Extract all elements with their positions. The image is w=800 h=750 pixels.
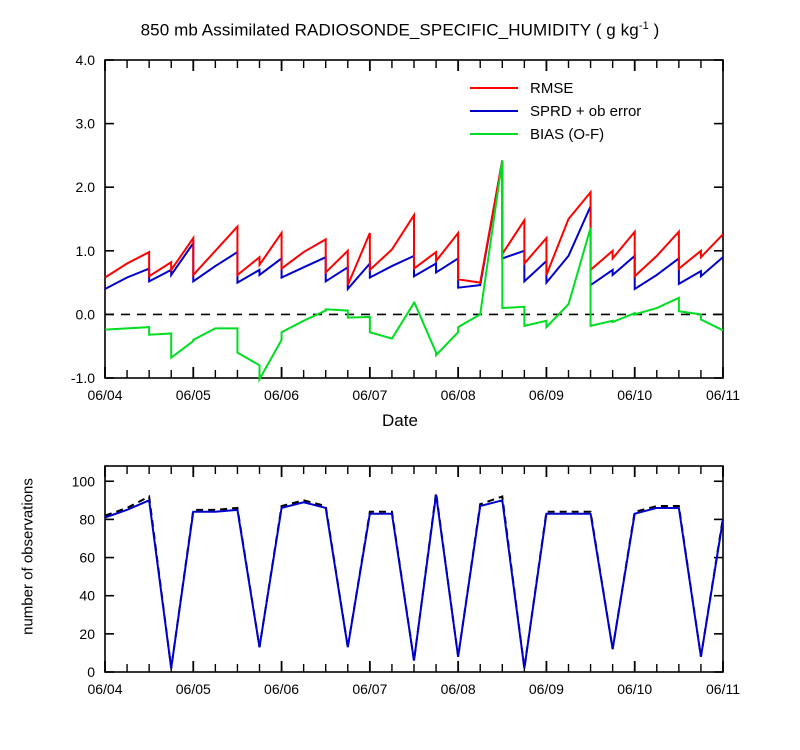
y-tick-label-top: 4.0 (75, 52, 95, 68)
title-tail: ) (648, 20, 660, 40)
x-tick-label-bottom: 06/08 (440, 681, 476, 697)
legend-label: RMSE (530, 80, 574, 97)
y-tick-label-top: 3.0 (75, 115, 95, 132)
x-tick-label-top: 06/05 (175, 387, 211, 403)
x-tick-label-top: 06/06 (264, 387, 300, 403)
x-tick-label-bottom: 06/05 (175, 681, 211, 697)
x-tick-label-top: 06/09 (528, 387, 564, 403)
x-tick-label-bottom: 06/09 (528, 681, 564, 697)
x-tick-label-top: 06/11 (706, 387, 740, 403)
x-tick-label-bottom: 06/04 (87, 681, 123, 697)
x-tick-label-top: 06/08 (440, 387, 476, 403)
legend-label: BIAS (O-F) (530, 126, 605, 143)
x-tick-label-top: 06/07 (352, 387, 388, 403)
x-tick-label-bottom: 06/11 (706, 681, 740, 697)
series-line-assimilated (105, 495, 723, 669)
x-tick-label-bottom: 06/06 (264, 681, 300, 697)
y-tick-label-bottom: 100 (71, 473, 95, 490)
legend-label: SPRD + ob error (530, 103, 642, 120)
series-line-rmse (105, 160, 723, 285)
y-tick-label-bottom: 80 (79, 511, 95, 528)
y-tick-label-bottom: 0 (87, 664, 95, 680)
x-tick-label-bottom: 06/10 (617, 681, 653, 697)
y-tick-label-top: 1.0 (75, 242, 95, 259)
x-tick-label-top: 06/04 (87, 387, 123, 403)
y-tick-label-bottom: 20 (79, 625, 95, 642)
x-tick-label-bottom: 06/07 (352, 681, 388, 697)
y-tick-label-bottom: 60 (79, 549, 95, 566)
y-tick-label-top: 2.0 (75, 179, 95, 196)
series-line-possible (105, 493, 723, 668)
x-tick-label-top: 06/10 (617, 387, 653, 403)
x-axis-label-top: Date (382, 411, 418, 430)
top-panel (71, 52, 740, 403)
bottom-panel (72, 466, 741, 697)
y-tick-label-top: -1.0 (70, 370, 95, 386)
title-main: 850 mb Assimilated RADIOSONDE_SPECIFIC_HUMIDITY ( g kg (140, 20, 639, 40)
y-tick-label-top: 0.0 (75, 306, 95, 323)
title-superscript: -1 (638, 20, 649, 32)
y-axis-label-bottom: number of observations (19, 478, 37, 635)
y-tick-label-bottom: 40 (79, 587, 95, 604)
